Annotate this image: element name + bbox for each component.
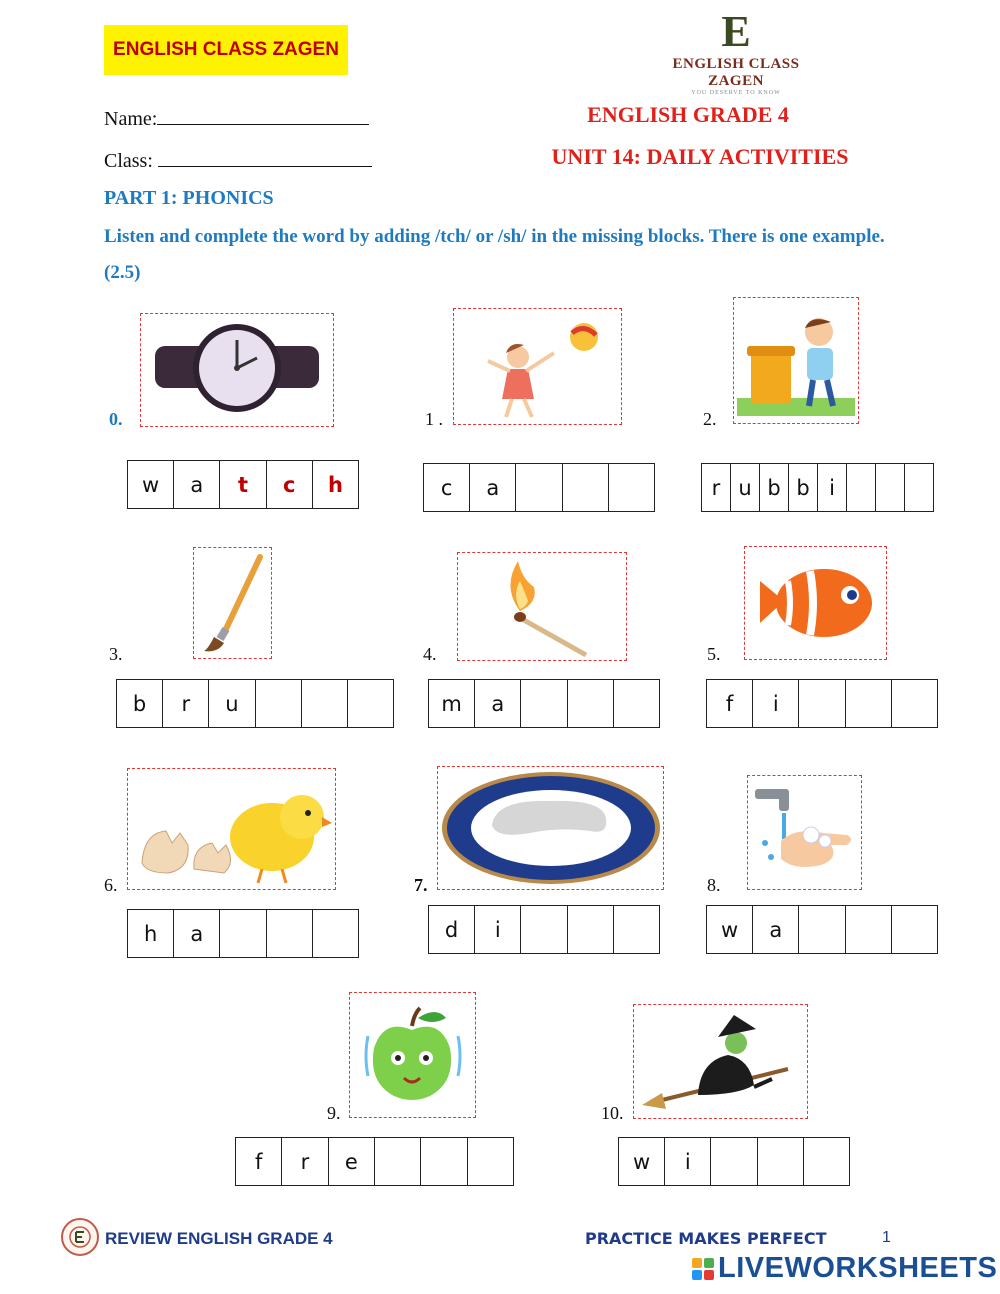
blank-letter-cell[interactable] xyxy=(758,1138,804,1185)
witch-picture xyxy=(633,1004,808,1119)
item-number: 6. xyxy=(104,875,118,895)
answer-boxes xyxy=(428,679,660,728)
blank-letter-cell[interactable] xyxy=(313,910,358,957)
answer-boxes xyxy=(706,905,938,954)
blank-letter-cell[interactable] xyxy=(521,906,567,953)
letter-cell: f xyxy=(707,680,753,727)
answer-boxes xyxy=(701,463,934,512)
letter-cell: a xyxy=(475,680,521,727)
boy-rubbish-bin-icon xyxy=(737,302,855,420)
letter-cell: c xyxy=(424,464,470,511)
blank-letter-cell[interactable] xyxy=(876,464,905,511)
answer-letter-cell: c xyxy=(267,461,313,508)
answer-boxes xyxy=(706,679,938,728)
letter-cell: i xyxy=(475,906,521,953)
letter-cell: d xyxy=(429,906,475,953)
letter-cell: b xyxy=(117,680,163,727)
rubbish-picture xyxy=(733,297,859,424)
fresh-apple-icon xyxy=(354,996,472,1114)
answer-boxes xyxy=(127,909,359,958)
letter-cell: a xyxy=(470,464,516,511)
liveworksheets-brand[interactable] xyxy=(692,1252,997,1285)
blank-letter-cell[interactable] xyxy=(847,464,876,511)
girl-catching-ball-icon xyxy=(458,313,618,421)
answer-boxes xyxy=(428,905,660,954)
blank-letter-cell[interactable] xyxy=(267,910,313,957)
item-number: 4. xyxy=(423,644,437,664)
blank-letter-cell[interactable] xyxy=(892,906,937,953)
washing-hands-icon xyxy=(751,779,859,887)
letter-cell: w xyxy=(128,461,174,508)
item-number: 2. xyxy=(703,409,717,429)
letter-cell: h xyxy=(128,910,174,957)
wash-picture xyxy=(747,775,862,890)
letter-cell: w xyxy=(619,1138,665,1185)
blank-letter-cell[interactable] xyxy=(302,680,348,727)
blank-letter-cell[interactable] xyxy=(711,1138,757,1185)
blank-letter-cell[interactable] xyxy=(614,906,659,953)
letter-cell: i xyxy=(818,464,847,511)
dish-icon xyxy=(440,769,662,887)
grade-title: ENGLISH GRADE 4 xyxy=(587,102,789,127)
item-number: 8. xyxy=(707,875,721,895)
letter-cell: r xyxy=(282,1138,328,1185)
class-label: Class: xyxy=(104,150,153,172)
dish-picture xyxy=(437,766,664,890)
class-input-line[interactable] xyxy=(158,148,372,167)
fresh-picture xyxy=(349,992,476,1118)
class-field xyxy=(104,148,372,173)
letter-cell: r xyxy=(702,464,731,511)
answer-boxes xyxy=(618,1137,850,1186)
hatching-chick-icon xyxy=(132,773,332,885)
blank-letter-cell[interactable] xyxy=(804,1138,849,1185)
blank-letter-cell[interactable] xyxy=(348,680,393,727)
blank-letter-cell[interactable] xyxy=(905,464,933,511)
watch-icon xyxy=(147,316,327,424)
letter-cell: b xyxy=(760,464,789,511)
letter-cell: u xyxy=(209,680,255,727)
class-logo xyxy=(652,7,820,96)
blank-letter-cell[interactable] xyxy=(516,464,562,511)
letter-cell: m xyxy=(429,680,475,727)
instruction: Listen and complete the word by adding /tch/ or /sh/ in the missing blocks. There is one example. (2.5) xyxy=(104,226,885,283)
logo-letter: E xyxy=(721,7,751,56)
logo-tagline: YOU DESERVE TO KNOW xyxy=(691,90,781,96)
letter-cell: a xyxy=(174,461,220,508)
logo-text: ENGLISH CLASS ZAGEN xyxy=(672,56,800,89)
witch-icon xyxy=(638,1009,804,1115)
brand-text: LIVEWORKSHEETS xyxy=(718,1252,998,1284)
blank-letter-cell[interactable] xyxy=(521,680,567,727)
letter-cell: e xyxy=(329,1138,375,1185)
answer-boxes xyxy=(116,679,394,728)
catch-picture xyxy=(453,308,622,425)
unit-title: UNIT 14: DAILY ACTIVITIES xyxy=(551,144,849,169)
fish-icon xyxy=(750,551,882,655)
page-number: 1 xyxy=(882,1229,891,1246)
item-number: 1 . xyxy=(425,409,443,429)
blank-letter-cell[interactable] xyxy=(846,906,892,953)
answer-letter-cell: h xyxy=(327,472,343,497)
letter-cell: u xyxy=(731,464,760,511)
match-icon xyxy=(462,557,622,657)
blank-letter-cell[interactable] xyxy=(468,1138,513,1185)
item-number: 9. xyxy=(327,1103,341,1123)
letter-cell: f xyxy=(236,1138,282,1185)
match-picture xyxy=(457,552,627,661)
letter-cell: i xyxy=(665,1138,711,1185)
name-input-line[interactable] xyxy=(157,106,369,125)
letter-cell: a xyxy=(753,906,799,953)
item-number: 10. xyxy=(601,1103,624,1123)
watch-picture xyxy=(140,313,334,427)
seal-icon xyxy=(68,1225,92,1249)
blank-letter-cell[interactable] xyxy=(892,680,937,727)
blank-letter-cell[interactable] xyxy=(799,906,845,953)
blank-letter-cell[interactable] xyxy=(614,680,659,727)
letter-cell: i xyxy=(753,680,799,727)
item-number: 7. xyxy=(414,875,428,895)
hatch-picture xyxy=(127,768,336,890)
footer-left-text: REVIEW ENGLISH GRADE 4 xyxy=(105,1229,333,1248)
item-number: 0. xyxy=(109,409,123,429)
blank-letter-cell[interactable] xyxy=(220,910,266,957)
name-field xyxy=(104,106,369,131)
blank-letter-cell[interactable] xyxy=(421,1138,467,1185)
name-label: Name: xyxy=(104,108,158,130)
item-number: 3. xyxy=(109,644,123,664)
letter-cell: a xyxy=(174,910,220,957)
blank-letter-cell[interactable] xyxy=(563,464,609,511)
fish-picture xyxy=(744,546,887,660)
blank-letter-cell[interactable] xyxy=(609,464,654,511)
blank-letter-cell[interactable] xyxy=(799,680,845,727)
letter-cell: b xyxy=(789,464,818,511)
answer-boxes xyxy=(127,460,359,509)
item-number: 5. xyxy=(707,644,721,664)
blank-letter-cell[interactable] xyxy=(375,1138,421,1185)
blank-letter-cell[interactable] xyxy=(846,680,892,727)
footer-motto: PRACTICE MAKES PERFECT xyxy=(585,1229,827,1248)
footer-seal xyxy=(61,1218,99,1256)
answer-boxes xyxy=(235,1137,514,1186)
brush-picture xyxy=(193,547,272,659)
letter-cell: r xyxy=(163,680,209,727)
class-badge: ENGLISH CLASS ZAGEN xyxy=(104,25,348,75)
answer-boxes xyxy=(423,463,655,512)
blank-letter-cell[interactable] xyxy=(568,680,614,727)
liveworksheets-icon xyxy=(692,1258,714,1280)
part-heading: PART 1: PHONICS xyxy=(104,187,274,209)
blank-letter-cell[interactable] xyxy=(568,906,614,953)
blank-letter-cell[interactable] xyxy=(256,680,302,727)
paintbrush-icon xyxy=(198,551,268,655)
letter-cell: w xyxy=(707,906,753,953)
answer-letter-cell: t xyxy=(220,461,266,508)
